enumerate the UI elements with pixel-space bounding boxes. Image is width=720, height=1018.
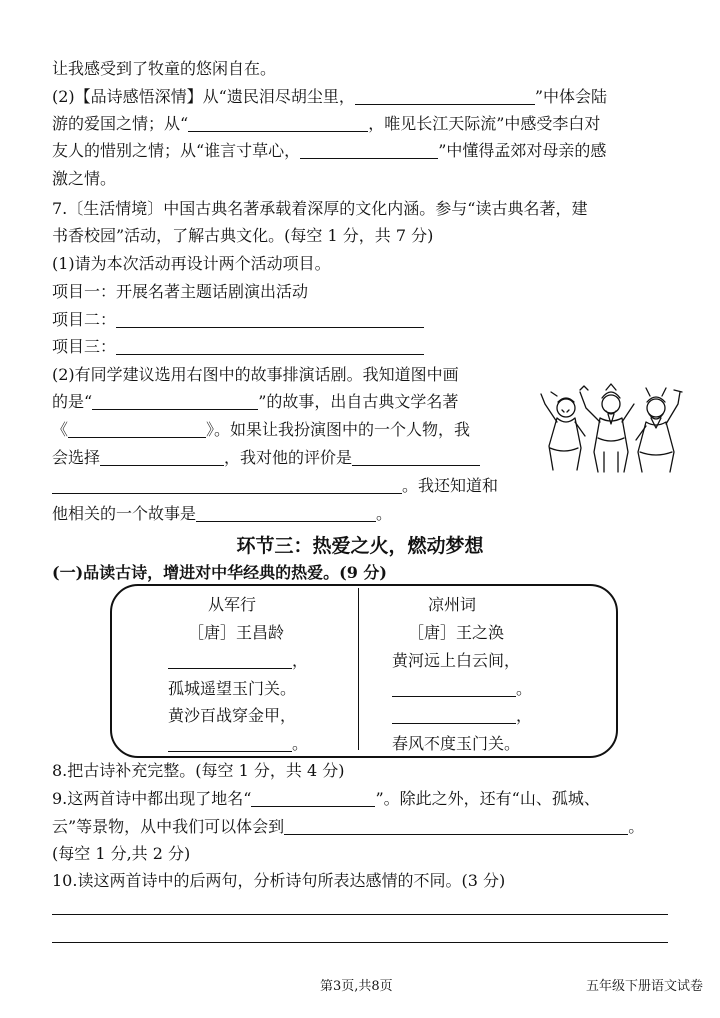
poem-right-line-3	[392, 705, 532, 727]
poem-right-line-1: 黄河远上白云间，	[392, 651, 521, 670]
q9-line-3: (每空 1 分,共 2 分)	[52, 844, 191, 863]
section-3-title: 环节三：热爱之火，燃动梦想	[236, 535, 484, 557]
answer-blank[interactable]	[300, 142, 438, 159]
q9-text: ”。除此之外，还有“山、孤城、	[375, 789, 600, 808]
q7-text: ”的故事，出自古典文学名著	[258, 392, 459, 411]
answer-blank[interactable]	[352, 449, 480, 466]
q7-text: 他相关的一个故事是	[52, 504, 197, 523]
poem-left-line-4	[168, 733, 308, 755]
q7-part2-line-6	[52, 503, 392, 525]
poem-left-line-3: 黄沙百战穿金甲，	[168, 706, 297, 725]
q9-text: 云”等景物，从中我们可以体会到	[52, 817, 285, 836]
q7-stem-1: 7.〔生活情境〕中国古典名著承载着深厚的文化内涵。参与“读古典名著，建	[52, 199, 588, 218]
page-number: 第3页,共8页	[320, 979, 393, 994]
q7-item-3	[52, 336, 424, 358]
three-figures-illustration-icon	[536, 378, 686, 474]
q10-text: 10.读这两首诗中的后两句，分析诗句所表达感情的不同。(3 分)	[52, 871, 506, 890]
q7-text: 。我还知道和	[402, 476, 499, 495]
answer-blank[interactable]	[116, 311, 424, 328]
answer-blank[interactable]	[100, 449, 224, 466]
q7-item-2	[52, 309, 424, 331]
poem-divider	[358, 588, 359, 750]
answer-blank[interactable]	[188, 115, 368, 132]
q7-part2-line-2	[52, 391, 458, 413]
q6-part2-line-3	[52, 140, 606, 162]
answer-blank[interactable]	[284, 818, 628, 835]
poem-text: ，	[516, 706, 533, 725]
q7-text: 》。如果让我扮演图中的一个人物，我	[206, 420, 471, 439]
q7-stem-2: 书香校园”活动，了解古典文化。(每空 1 分，共 7 分)	[52, 226, 434, 245]
poem-left-author: ［唐］王昌龄	[188, 623, 285, 642]
answer-blank[interactable]	[68, 421, 206, 438]
q7-text: 的是“	[52, 392, 93, 411]
q7-part2-line-3	[52, 419, 470, 441]
answer-line[interactable]	[52, 942, 668, 943]
q7-part2-line-1: (2)有同学建议选用右图中的故事排演话剧。我知道图中画	[52, 365, 459, 384]
poem-left-line-1	[168, 650, 308, 672]
q6-line-0: 让我感受到了牧童的悠闲自在。	[52, 59, 277, 78]
poem-right-author: ［唐］王之涣	[408, 623, 505, 642]
answer-blank[interactable]	[196, 505, 376, 522]
poem-left-title: 从军行	[208, 595, 257, 614]
answer-blank[interactable]	[392, 680, 516, 697]
q6-text: 游的爱国之情；从“	[52, 114, 189, 133]
answer-blank[interactable]	[168, 652, 292, 669]
q6-text: (2)【品诗感悟深情】从“遗民泪尽胡尘里，	[52, 87, 355, 106]
poem-right-title: 凉州词	[428, 595, 477, 614]
q7-item-2-label: 项目二：	[52, 310, 117, 329]
answer-blank[interactable]	[92, 393, 258, 410]
q6-text: ”中体会陆	[534, 87, 608, 106]
q7-text: 会选择	[52, 448, 101, 467]
answer-blank[interactable]	[52, 477, 402, 494]
section-3-subheading: (一)品读古诗，增进对中华经典的热爱。(9 分)	[52, 563, 387, 582]
q7-item-3-label: 项目三：	[52, 337, 117, 356]
poem-left-line-2: 孤城遥望玉门关。	[168, 679, 297, 698]
answer-line[interactable]	[52, 914, 668, 915]
q7-part2-line-4	[52, 447, 480, 469]
q7-text: ，我对他的评价是	[224, 448, 353, 467]
poem-right-line-2	[392, 678, 532, 700]
q7-text: 。	[376, 504, 393, 523]
q6-part2-line-4: 激之情。	[52, 169, 117, 188]
q9-text: 。	[628, 817, 645, 836]
q7-part2-line-5	[52, 475, 498, 497]
q6-text: ”中懂得孟郊对母亲的感	[438, 141, 607, 160]
poem-text: ，	[292, 651, 309, 670]
q8-text: 8.把古诗补充完整。(每空 1 分，共 4 分)	[52, 761, 345, 780]
q6-text: 友人的惜别之情；从“谁言寸草心，	[52, 141, 301, 160]
q6-text: ，唯见长江天际流”中感受李白对	[368, 114, 601, 133]
poem-text: 。	[516, 679, 533, 698]
q7-item-1: 项目一：开展名著主题话剧演出活动	[52, 282, 309, 301]
q6-part2-line-1	[52, 86, 607, 108]
poem-right-line-4: 春风不度玉门关。	[392, 734, 521, 753]
poem-text: 。	[292, 734, 309, 753]
answer-blank[interactable]	[168, 735, 292, 752]
q9-text: 9.这两首诗中都出现了地名“	[52, 789, 252, 808]
q9-line-1	[52, 788, 600, 810]
q6-part2-line-2	[52, 113, 600, 135]
q7-part1: (1)请为本次活动再设计两个活动项目。	[52, 254, 331, 273]
answer-blank[interactable]	[355, 88, 535, 105]
q7-text: 《	[52, 420, 69, 439]
answer-blank[interactable]	[116, 338, 424, 355]
answer-blank[interactable]	[392, 707, 516, 724]
exam-name: 五年级下册语文试卷	[586, 979, 704, 994]
q9-line-2	[52, 816, 644, 838]
answer-blank[interactable]	[251, 790, 375, 807]
